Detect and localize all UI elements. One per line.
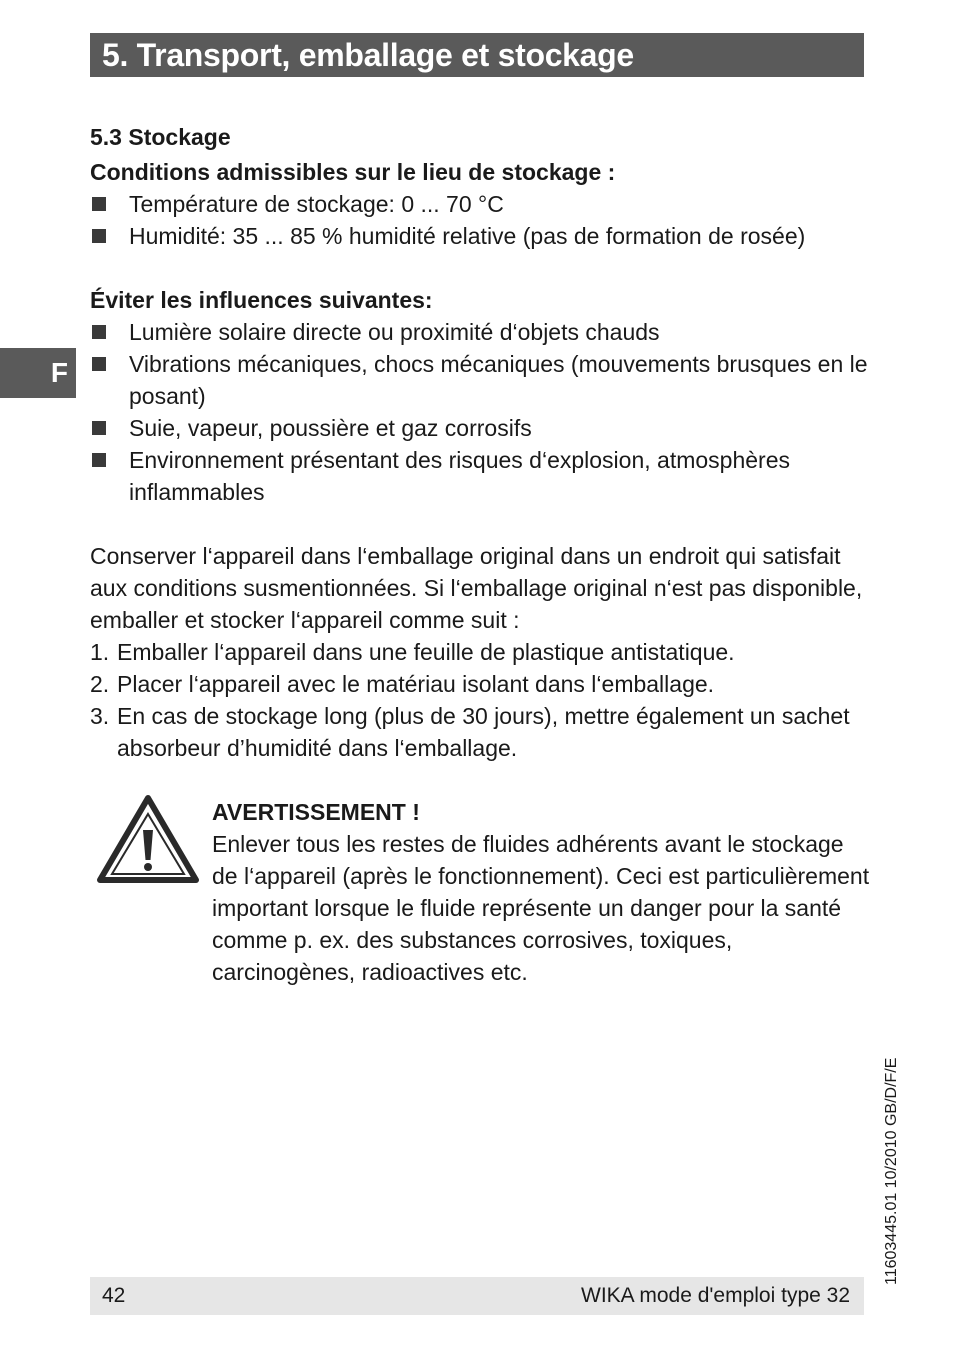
warning-title: AVERTISSEMENT ! — [212, 799, 420, 825]
step-item: 1. Emballer l‘appareil dans une feuille de plastique antistatique. — [90, 639, 735, 665]
document-code: 11603445.01 10/2010 GB/D/F/E — [883, 1057, 900, 1285]
subsection-heading: 5.3 Stockage — [90, 124, 231, 150]
bullet-square-icon — [92, 229, 106, 243]
bullet-square-icon — [92, 453, 106, 467]
conditions-heading: Conditions admissibles sur le lieu de stockage : — [90, 159, 616, 185]
avoid-list — [90, 316, 870, 508]
step-item: 2. Placer l‘appareil avec le matériau isolant dans l‘emballage. — [90, 671, 715, 697]
language-tab — [0, 348, 76, 398]
warning-body: Enlever tous les restes de fluides adhérents avant le stockage de l‘appareil (après le fonctionnement). Ceci est particulièrement important lorsque le fluide représente un danger pour la santé comme p. ex. des substances corrosives, toxiques, carcinogènes, radioactives etc. — [212, 831, 870, 985]
footer-document-title: WIKA mode d'emploi type 32 — [581, 1284, 850, 1307]
steps-list — [90, 636, 870, 764]
main-content — [90, 118, 870, 996]
avoid-heading: Éviter les influences suivantes: — [90, 287, 433, 313]
step-item: 3. En cas de stockage long (plus de 30 jours), mettre également un sachet absorbeur d’humidité dans l‘emballage. — [90, 703, 850, 761]
bullet-square-icon — [92, 197, 106, 211]
section-title: 5. Transport, emballage et stockage — [102, 37, 634, 73]
warning-text-block — [212, 796, 872, 988]
conditions-list — [90, 188, 870, 252]
list-item: Vibrations mécaniques, chocs mécaniques (mouvements brusques en le posant) — [90, 348, 870, 412]
warning-block — [90, 796, 870, 996]
footer-bar — [90, 1277, 864, 1315]
list-item: Lumière solaire directe ou proximité d‘objets chauds — [90, 316, 870, 348]
section-header-bar — [90, 33, 864, 77]
bullet-square-icon — [92, 421, 106, 435]
list-item: Humidité: 35 ... 85 % humidité relative (pas de formation de rosée) — [90, 220, 870, 252]
bullet-square-icon — [92, 357, 106, 371]
list-item: Température de stockage: 0 ... 70 °C — [90, 188, 870, 220]
bullet-square-icon — [92, 325, 106, 339]
list-item: Suie, vapeur, poussière et gaz corrosifs — [90, 412, 870, 444]
warning-triangle-icon — [96, 794, 200, 886]
list-item: Environnement présentant des risques d‘explosion, atmosphères inflammables — [90, 444, 870, 508]
language-tab-label: F — [50, 357, 68, 388]
storage-paragraph: Conserver l‘appareil dans l‘emballage original dans un endroit qui satisfait aux conditions susmentionnées. Si l‘emballage original n‘est pas disponible, emballer et stocker l‘appareil comme suit : — [90, 543, 863, 633]
page-number: 42 — [102, 1284, 126, 1307]
